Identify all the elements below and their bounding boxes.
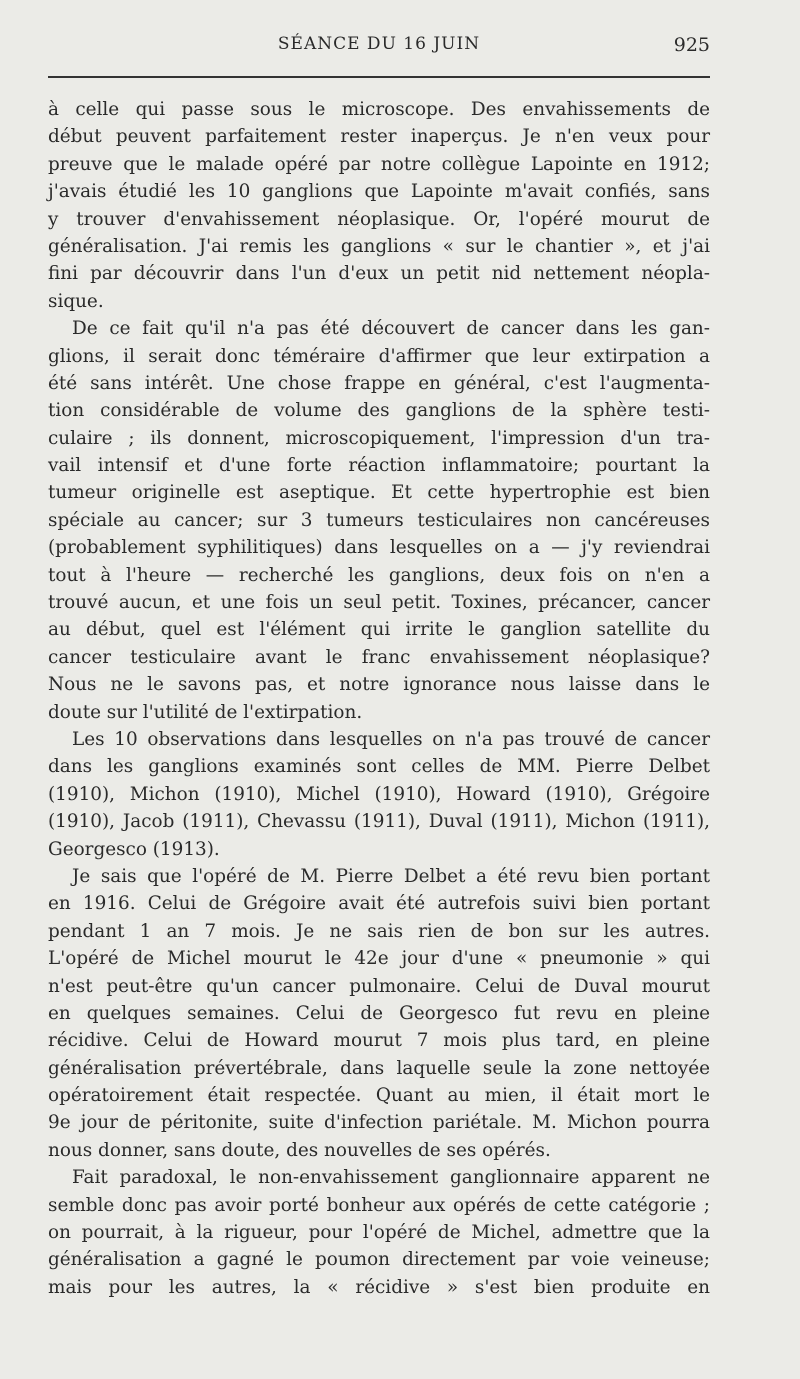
text-line: en quelques semaines. Celui de Georgesco fut revu en pleine bbox=[48, 1002, 710, 1024]
text-line: début peuvent parfaitement rester inaperçus. Je n'en veux pour bbox=[48, 126, 710, 148]
text-line: tout à l'heure — recherché les ganglions, deux fois on n'en a bbox=[48, 564, 710, 586]
text-line: été sans intérêt. Une chose frappe en général, c'est l'augmenta- bbox=[48, 372, 710, 394]
text-line: fini par découvrir dans l'un d'eux un petit nid nettement néopla- bbox=[48, 263, 710, 285]
text-line: en 1916. Celui de Grégoire avait été autrefois suivi bien portant bbox=[48, 893, 710, 915]
text-line: culaire ; ils donnent, microscopiquement, l'impression d'un tra- bbox=[48, 427, 710, 449]
text-line: tion considérable de volume des ganglions de la sphère testi- bbox=[48, 400, 710, 422]
text-line: généralisation prévertébrale, dans laquelle seule la zone nettoyée bbox=[48, 1057, 710, 1079]
text-line: mais pour les autres, la « récidive » s'est bien produite en bbox=[48, 1276, 710, 1298]
text-line: Fait paradoxal, le non-envahissement ganglionnaire apparent ne bbox=[72, 1167, 710, 1189]
text-line: Je sais que l'opéré de M. Pierre Delbet a été revu bien portant bbox=[72, 865, 710, 887]
page-header bbox=[48, 34, 710, 62]
text-line: (1910), Michon (1910), Michel (1910), Howard (1910), Grégoire bbox=[48, 783, 710, 805]
text-line: preuve que le malade opéré par notre collègue Lapointe en 1912; bbox=[48, 153, 710, 175]
text-line: De ce fait qu'il n'a pas été découvert de cancer dans les gan- bbox=[72, 318, 710, 340]
text-line: au début, quel est l'élément qui irrite le ganglion satellite du bbox=[48, 619, 710, 641]
text-line: 9e jour de péritonite, suite d'infection pariétale. M. Michon pourra bbox=[48, 1112, 710, 1134]
text-line: n'est peut-être qu'un cancer pulmonaire. Celui de Duval mourut bbox=[48, 975, 710, 997]
text-line: (probablement syphilitiques) dans lesquelles on a — j'y reviendrai bbox=[48, 537, 710, 559]
text-line: sique. bbox=[48, 290, 104, 312]
text-line: glions, il serait donc téméraire d'affirmer que leur extirpation a bbox=[48, 345, 710, 367]
text-line: récidive. Celui de Howard mourut 7 mois plus tard, en pleine bbox=[48, 1030, 710, 1052]
text-line: nous donner, sans doute, des nouvelles de ses opérés. bbox=[48, 1139, 551, 1161]
text-line: cancer testiculaire avant le franc envahissement néoplasique? bbox=[48, 646, 710, 668]
text-line: Georgesco (1913). bbox=[48, 838, 220, 860]
text-line: généralisation. J'ai remis les ganglions « sur le chantier », et j'ai bbox=[48, 235, 710, 257]
text-line: Les 10 observations dans lesquelles on n'a pas trouvé de cancer bbox=[72, 728, 710, 750]
text-line: pendant 1 an 7 mois. Je ne sais rien de bon sur les autres. bbox=[48, 920, 710, 942]
page-number: 925 bbox=[673, 34, 710, 56]
text-line: semble donc pas avoir porté bonheur aux opérés de cette catégorie ; bbox=[48, 1194, 710, 1216]
running-title: SÉANCE DU 16 JUIN bbox=[277, 34, 481, 54]
text-line: spéciale au cancer; sur 3 tumeurs testiculaires non cancéreuses bbox=[48, 509, 710, 531]
text-line: (1910), Jacob (1911), Chevassu (1911), Duval (1911), Michon (1911), bbox=[48, 811, 710, 833]
text-line: L'opéré de Michel mourut le 42e jour d'une « pneumonie » qui bbox=[48, 948, 710, 970]
body-text bbox=[48, 96, 710, 1301]
text-line: tumeur originelle est aseptique. Et cette hypertrophie est bien bbox=[48, 482, 710, 504]
text-line: y trouver d'envahissement néoplasique. Or, l'opéré mourut de bbox=[48, 208, 710, 230]
text-line: à celle qui passe sous le microscope. Des envahissements de bbox=[48, 99, 710, 120]
text-line: j'avais étudié les 10 ganglions que Lapointe m'avait confiés, sans bbox=[48, 181, 710, 203]
text-line: généralisation a gagné le poumon directement par voie veineuse; bbox=[48, 1249, 710, 1271]
text-line: opératoirement était respectée. Quant au mien, il était mort le bbox=[48, 1085, 710, 1107]
text-line: vail intensif et d'une forte réaction inflammatoire; pourtant la bbox=[48, 455, 710, 477]
header-rule bbox=[48, 76, 710, 78]
text-line: dans les ganglions examinés sont celles de MM. Pierre Delbet bbox=[48, 756, 710, 778]
text-line: doute sur l'utilité de l'extirpation. bbox=[48, 701, 363, 723]
text-line: on pourrait, à la rigueur, pour l'opéré de Michel, admettre que la bbox=[48, 1222, 710, 1244]
text-line: Nous ne le savons pas, et notre ignorance nous laisse dans le bbox=[48, 674, 710, 696]
text-line: trouvé aucun, et une fois un seul petit. Toxines, précancer, cancer bbox=[48, 592, 710, 614]
